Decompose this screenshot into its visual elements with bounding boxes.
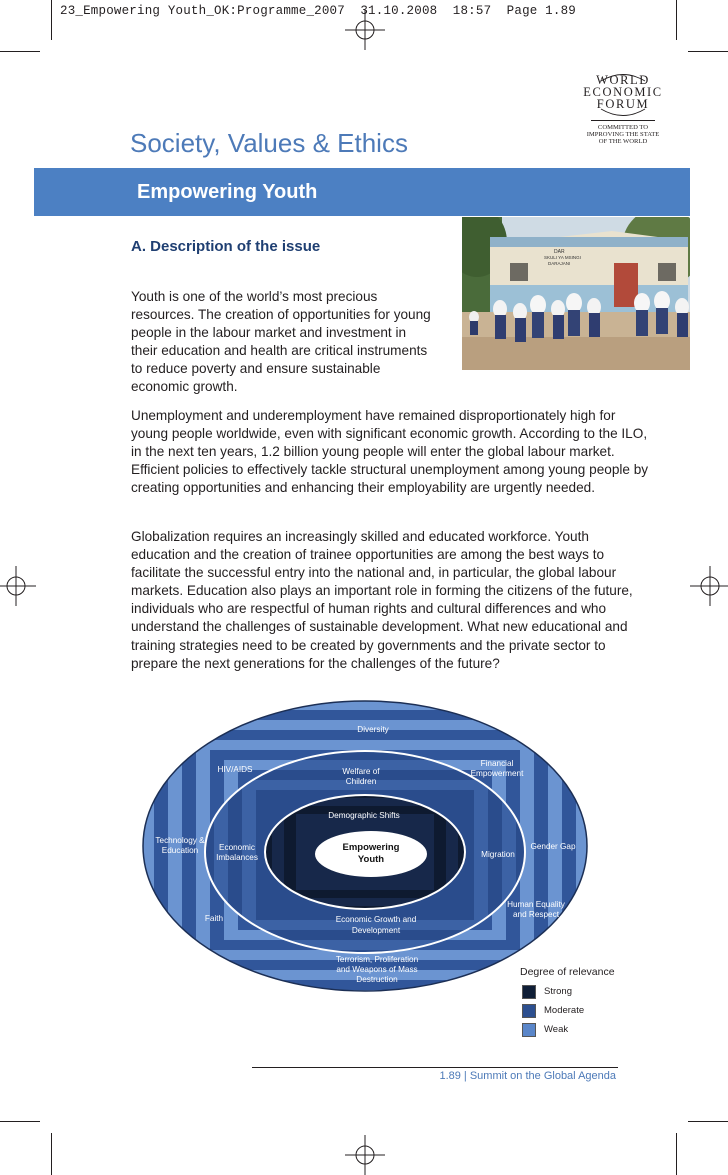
legend-swatch-moderate: [522, 1004, 536, 1018]
label-human-equality-1: Human Equality: [507, 900, 565, 909]
logo-line-1: WORLD: [596, 73, 650, 87]
title-band: [34, 168, 690, 216]
photo-sign-line-3: DARAJANI: [548, 261, 571, 266]
label-human-equality-2: and Respect: [513, 910, 559, 919]
description-heading: A. Description of the issue: [131, 238, 321, 255]
legend-item-strong: [520, 982, 615, 1001]
registration-mark-top: [345, 10, 385, 50]
photo-sign-line-1: DAR: [554, 249, 565, 255]
paragraph-2: Unemployment and underemployment have remained disproportionately high for young people worldwide, even with significant economic growth. According to the ILO, in the next ten years, 1.2 billion young people will enter the global labour market. Efficient policies to effectively tackle structural unemployment among young people by creating opportunities and enhancing their employability are urgently needed.: [131, 408, 649, 496]
legend-swatch-weak: [522, 1023, 536, 1037]
registration-mark-bottom: [345, 1135, 385, 1175]
legend-label-moderate: Moderate: [544, 1005, 585, 1016]
label-terrorism-3: Destruction: [356, 975, 398, 984]
logo-rule: [591, 120, 655, 121]
page-footer: 1.89 | Summit on the Global Agenda: [439, 1070, 616, 1082]
label-gender-gap: Gender Gap: [530, 842, 576, 851]
label-technology-1: Technology &: [155, 836, 205, 845]
center-label-line-2: Youth: [357, 854, 385, 865]
label-demographic-shifts: Demographic Shifts: [328, 811, 400, 820]
label-welfare-1: Welfare of: [342, 767, 380, 776]
legend-item-weak: [520, 1020, 615, 1039]
print-slug: 23_Empowering Youth_OK:Programme_2007 31.10.2008 18:57 Page 1.89: [60, 4, 576, 18]
center-label-line-1: Empowering: [342, 842, 400, 853]
registration-mark-left: [0, 566, 36, 606]
paragraph-3: Globalization requires an increasingly skilled and educated workforce. Youth education and the creation of trainee opportunities are among the best ways to facilitate the successful entry into the national and, in particular, the global labour markets. Education also plays an important role in forming the citizens of the future, individuals who are respectful of human rights and cultural differences and who understand the challenges of sustainable development. What new educational and training strategies need to be created by governments and the private sector to prepare the next generations for the challenges of the future?: [131, 529, 633, 671]
crop-mark-top-right-h: [688, 51, 728, 52]
logo-line-3: FORUM: [596, 97, 650, 111]
label-economic-imbalances-2: Imbalances: [216, 853, 258, 862]
label-growth-1: Economic Growth and: [335, 915, 417, 924]
footer-rule: [252, 1067, 618, 1068]
label-financial-2: Empowerment: [470, 769, 524, 778]
logo-tagline-2: IMPROVING THE STATE: [586, 131, 660, 138]
crop-mark-bottom-right-h: [688, 1121, 728, 1122]
world-economic-forum-logo: [558, 72, 688, 145]
crop-mark-top-left-v: [51, 0, 52, 40]
legend-label-strong: Strong: [544, 986, 572, 997]
crop-mark-bottom-left-h: [0, 1121, 40, 1122]
label-financial-1: Financial: [480, 759, 514, 768]
relevance-legend: [520, 966, 615, 1039]
crop-mark-top-left-h: [0, 51, 40, 52]
legend-label-weak: Weak: [544, 1024, 569, 1035]
page-title: Empowering Youth: [137, 181, 318, 203]
label-migration: Migration: [481, 850, 515, 859]
label-diversity: Diversity: [357, 725, 389, 734]
label-hiv-aids: HIV/AIDS: [217, 765, 253, 774]
legend-item-moderate: [520, 1001, 615, 1020]
label-growth-2: Development: [351, 926, 401, 935]
label-terrorism-2: and Weapons of Mass: [336, 965, 418, 974]
photo-sign-line-2: SKULI YA MSINGI: [544, 255, 581, 260]
legend-title: Degree of relevance: [520, 966, 615, 978]
label-economic-imbalances-1: Economic: [219, 843, 255, 852]
logo-tagline-1: COMMITTED TO: [597, 124, 649, 131]
crop-mark-top-right-v: [676, 0, 677, 40]
label-terrorism-1: Terrorism, Proliferation: [335, 955, 419, 964]
logo-line-2: ECONOMIC: [583, 85, 663, 99]
label-faith: Faith: [204, 914, 224, 923]
crop-mark-bottom-right-v: [676, 1133, 677, 1175]
registration-mark-right: [690, 566, 728, 606]
logo-tagline-3: OF THE WORLD: [598, 138, 648, 145]
crop-mark-bottom-left-v: [51, 1133, 52, 1175]
relevance-diagram: [140, 700, 590, 1000]
schoolchildren-photo: [462, 217, 690, 370]
legend-swatch-strong: [522, 985, 536, 999]
label-technology-2: Education: [161, 846, 199, 855]
section-title: Society, Values & Ethics: [130, 128, 408, 158]
label-welfare-2: Children: [345, 777, 377, 786]
paragraph-1: Youth is one of the world’s most precious resources. The creation of opportunities for young people in the labour market and investment in their education and health are critical instruments to reduce poverty and ensure sustainable economic growth.: [131, 289, 431, 395]
